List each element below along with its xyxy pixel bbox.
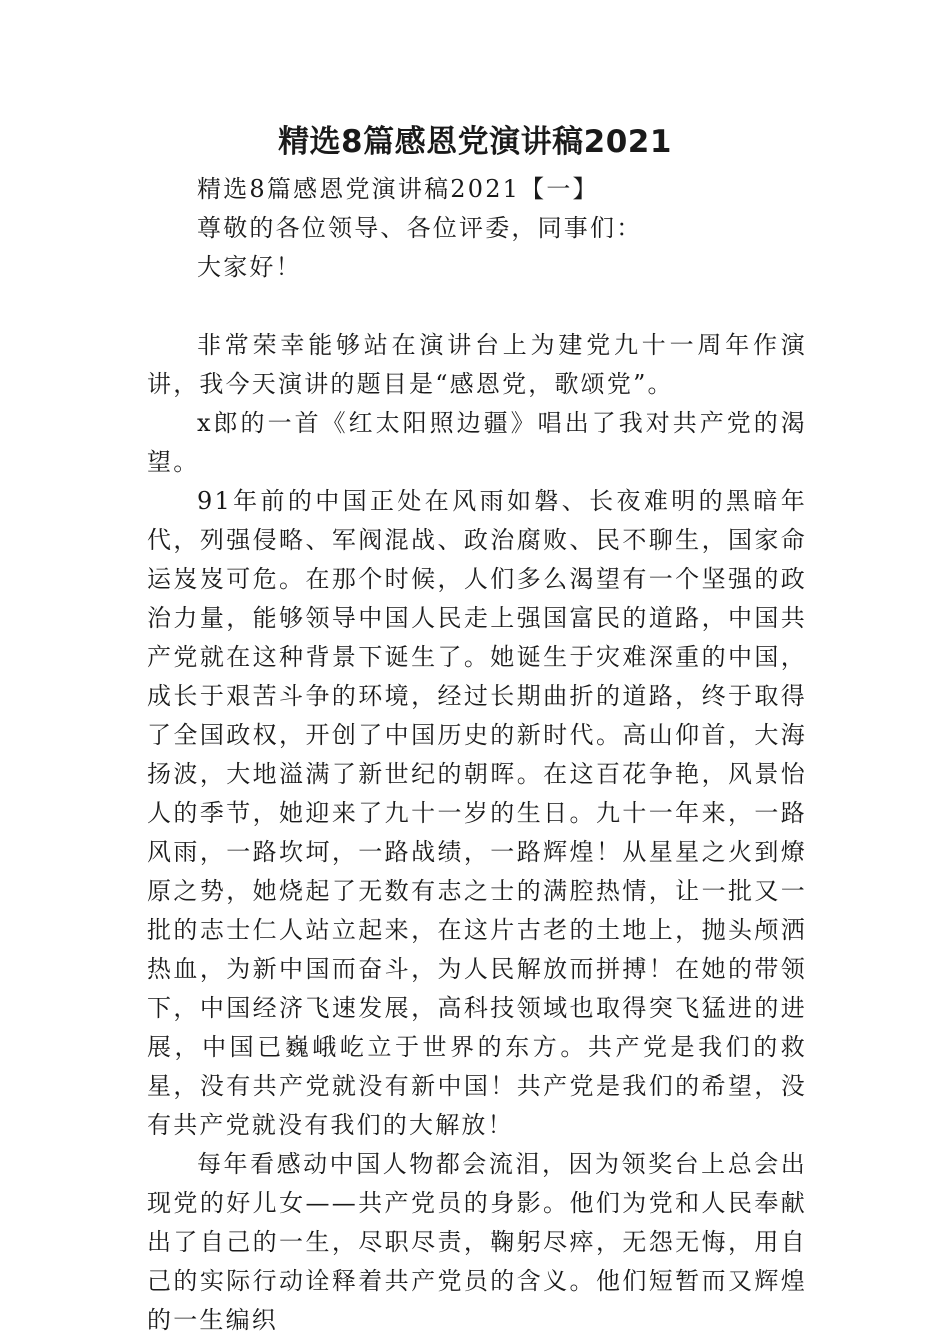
paragraph: 每年看感动中国人物都会流泪，因为领奖台上总会出现党的好儿女——共产党员的身影。他们为党和人民奉献出了自己的一生，尽职尽责，鞠躬尽瘁，无怨无悔，用自己的实际行动诠释着共产党员的含义。他们短暂而又辉煌的一生编织 — [147, 1150, 807, 1334]
paragraph: 91年前的中国正处在风雨如磐、长夜难明的黑暗年代，列强侵略、军阀混战、政治腐败、民不聊生，国家命运岌岌可危。在那个时候，人们多么渴望有一个坚强的政治力量，能够领导中国人民走上强国富民的道路，中国共产党就在这种背景下诞生了。她诞生于灾难深重的中国，成长于艰苦斗争的环境，经过长期曲折的道路，终于取得了全国政权，开创了中国历史的新时代。高山仰首，大海扬波，大地溢满了新世纪的朝晖。在这百花争艳，风景怡人的季节，她迎来了九十一岁的生日。九十一年来，一路风雨，一路坎坷，一路战绩，一路辉煌！从星星之火到燎原之势，她烧起了无数有志之士的满腔热情，让一批又一批的志士仁人站立起来，在这片古老的土地上，抛头颅洒热血，为新中国而奋斗，为人民解放而拼搏！在她的带领下，中国经济飞速发展，高科技领域也取得突飞猛进的进展，中国已巍峨屹立于世界的东方。共产党是我们的救星，没有共产党就没有新中国！共产党是我们的希望，没有共产党就没有我们的大解放！ — [147, 487, 807, 1139]
paragraph: 非常荣幸能够站在演讲台上为建党九十一周年作演讲，我今天演讲的题目是“感恩党，歌颂党”。 — [147, 331, 807, 398]
document-title: 精选8篇感恩党演讲稿2021 — [278, 124, 672, 160]
section-heading: 精选8篇感恩党演讲稿2021【一】 — [197, 175, 599, 203]
paragraph: x郎的一首《红太阳照边疆》唱出了我对共产党的渴望。 — [147, 409, 807, 476]
salutation: 尊敬的各位领导、各位评委，同事们： — [197, 214, 643, 242]
document-body — [147, 170, 807, 1340]
greeting: 大家好！ — [197, 253, 302, 281]
